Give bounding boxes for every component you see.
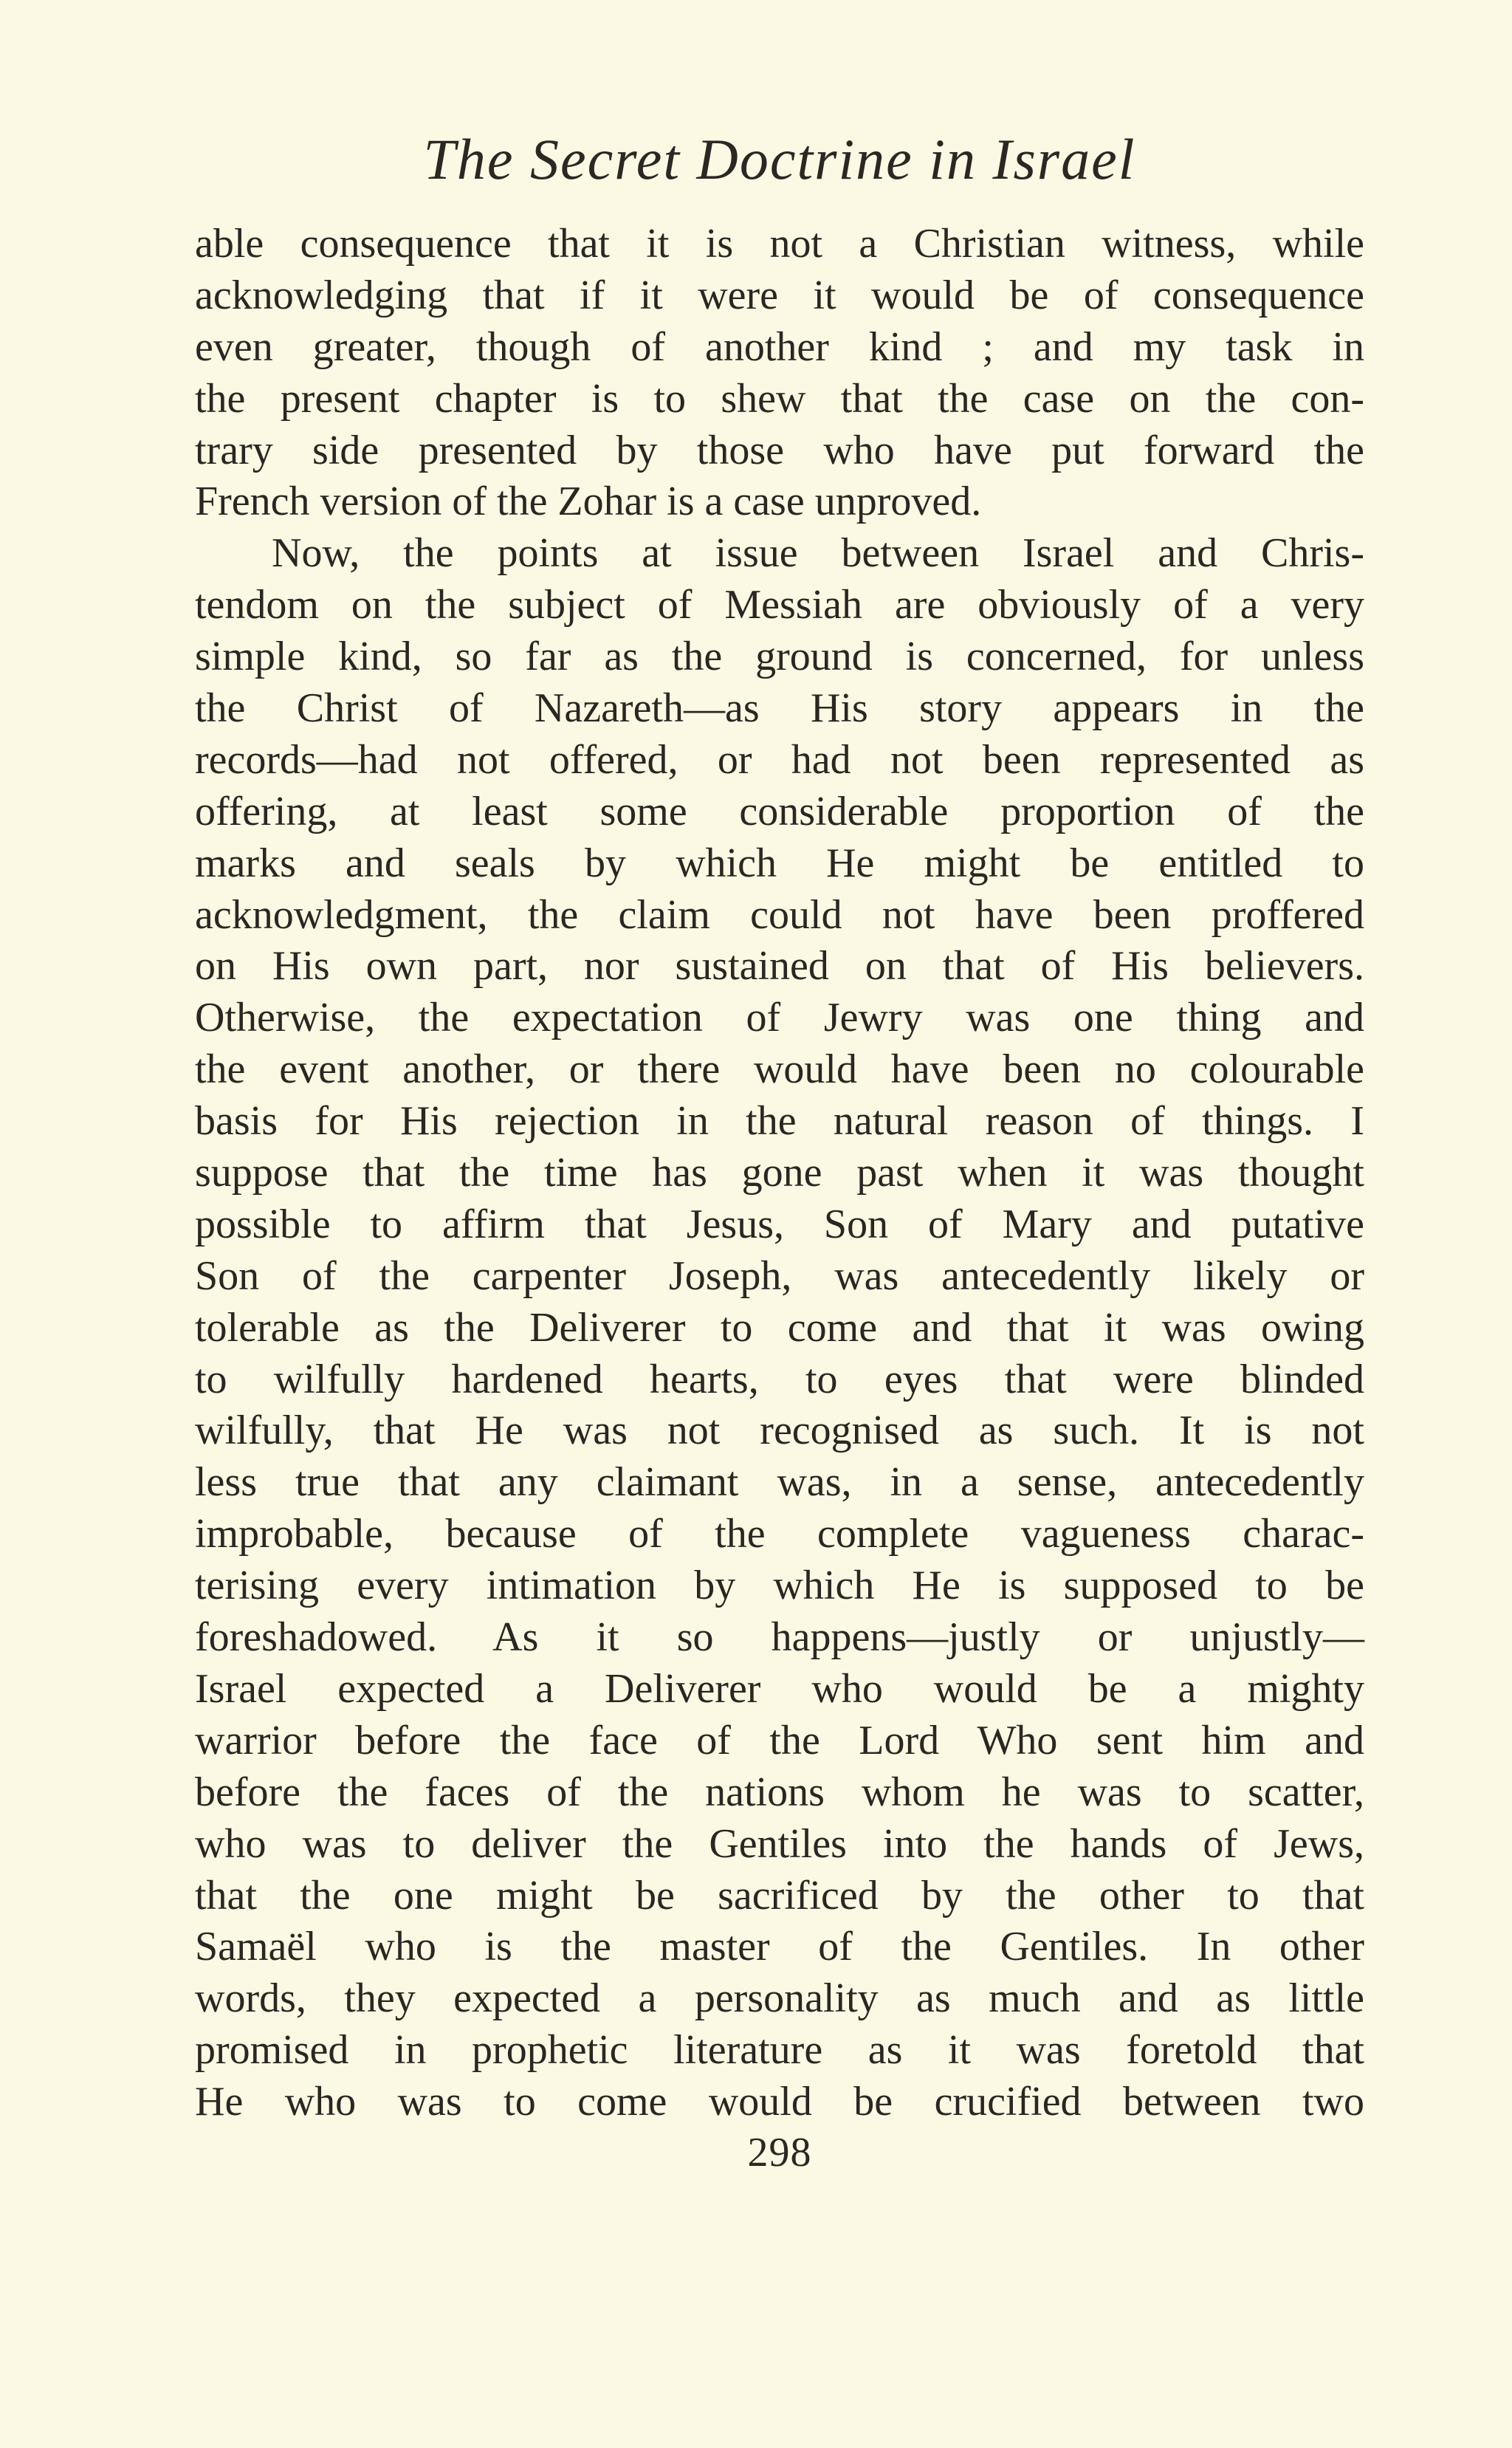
text-line: Samaël who is the master of the Gentiles. In other [195,1924,1364,1970]
text-line: marks and seals by which He might be entitled to [195,840,1364,886]
text-line: tolerable as the Deliverer to come and that it was owing [195,1304,1364,1351]
text-line: words, they expected a personality as much and as little [195,1975,1364,2022]
text-line: who was to deliver the Gentiles into the hands of Jews, [195,1820,1364,1867]
text-line: offering, at least some considerable proportion of the [195,788,1364,834]
text-line: foreshadowed. As it so happens—justly or unjustly— [195,1614,1364,1661]
text-line: acknowledgment, the claim could not have been proffered [195,891,1364,938]
text-line: that the one might be sacrificed by the other to that [195,1872,1364,1919]
text-line: on His own part, nor sustained on that of His believers. [195,943,1364,990]
text-line: before the faces of the nations whom he was to scatter, [195,1769,1364,1815]
text-line: basis for His rejection in the natural reason of things. I [195,1098,1364,1145]
running-head-title: The Secret Doctrine in Israel [423,127,1136,191]
text-line: simple kind, so far as the ground is concerned, for unless [195,634,1364,680]
text-line: acknowledging that if it were it would be of consequence [195,272,1364,318]
text-line: the event another, or there would have been no colourable [195,1046,1364,1093]
text-line: the present chapter is to shew that the case on the con- [195,375,1364,422]
text-line: to wilfully hardened hearts, to eyes that were blinded [195,1356,1364,1402]
text-line: warrior before the face of the Lord Who sent him and [195,1717,1364,1763]
text-line: Otherwise, the expectation of Jewry was one thing and [195,995,1364,1041]
text-line: French version of the Zohar is a case unproved. [195,479,982,525]
text-line: possible to affirm that Jesus, Son of Mary and putative [195,1201,1364,1247]
text-line: He who was to come would be crucified between two [195,2079,1364,2125]
text-line: records—had not offered, or had not been represented as [195,736,1364,783]
text-line: wilfully, that He was not recognised as such. It is not [195,1408,1364,1454]
body-text [195,219,1364,2128]
text-line: even greater, though of another kind ; and my task in [195,323,1364,370]
text-line: terising every intimation by which He is supposed to be [195,1563,1364,1609]
text-line: Son of the carpenter Joseph, was antecedently likely or [195,1252,1364,1299]
text-line: trary side presented by those who have put forward the [195,427,1364,473]
text-line: promised in prophetic literature as it was foretold that [195,2027,1364,2074]
text-line: suppose that the time has gone past when it was thought [195,1150,1364,1196]
text-line-paragraph-start: Now, the points at issue between Israel and Chris- [272,530,1364,577]
text-line: the Christ of Nazareth—as His story appears in the [195,685,1364,732]
text-line: tendom on the subject of Messiah are obviously of a very [195,582,1364,628]
text-line: able consequence that it is not a Christian witness, while [195,221,1364,267]
text-line: Israel expected a Deliverer who would be a mighty [195,1665,1364,1712]
text-line: improbable, because of the complete vagueness charac- [195,1511,1364,1557]
text-line: less true that any claimant was, in a sense, antecedently [195,1459,1364,1506]
page-number: 298 [747,2130,812,2176]
